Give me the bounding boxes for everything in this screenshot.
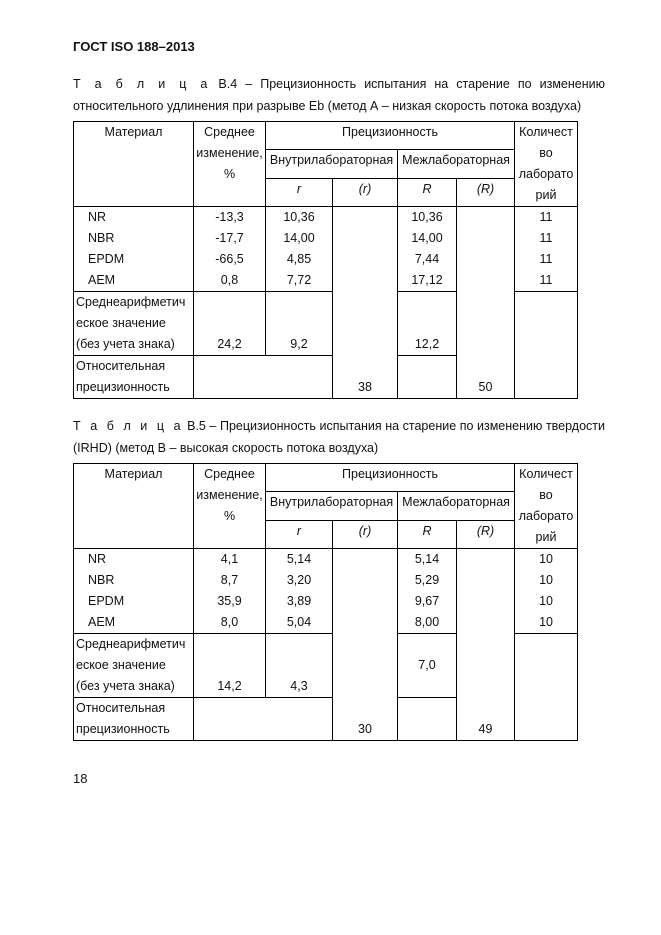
- cell-r: [266, 612, 333, 634]
- avg-r: [266, 634, 333, 698]
- header-between: [398, 492, 515, 520]
- header-material: [74, 122, 194, 207]
- cell-R-relative-text: 50: [478, 380, 493, 394]
- rel-label: [74, 356, 194, 399]
- avg-label: [74, 634, 194, 698]
- header-r_rel: [333, 178, 398, 206]
- cell-material: [74, 249, 194, 270]
- caption-text: В.4 – Прецизионность испытания на старение по изменению относительного удлинения при разрыве Eb (метод А – низкая скорость потока воздуха): [73, 77, 605, 113]
- cell-mean-text: -66,5: [215, 252, 244, 266]
- cell-r: [266, 270, 333, 292]
- header-r_rel: [333, 520, 398, 548]
- table-b5-wrapper: [73, 463, 605, 741]
- cell-R-relative-text: 49: [478, 722, 493, 736]
- page-number: 18: [73, 771, 88, 786]
- caption-prefix: Т а б л и ц а: [73, 77, 211, 91]
- cell-material-text: AEM: [88, 615, 116, 629]
- caption-text: В.5 – Прецизионность испытания на старение по изменению твердости (IRHD) (метод В – высокая скорость потока воздуха): [73, 419, 605, 455]
- cell-material-text: NBR: [88, 231, 115, 245]
- cell-count: [515, 228, 578, 249]
- cell-R-text: 10,36: [411, 210, 443, 224]
- avg-mean: [194, 292, 266, 356]
- precision-table: [73, 463, 578, 741]
- cell-material-text: NR: [88, 552, 107, 566]
- cell-material: [74, 612, 194, 634]
- cell-r: [266, 549, 333, 571]
- table-caption-b4: [73, 73, 605, 117]
- cell-mean: [194, 249, 266, 270]
- cell-mean-text: 8,7: [220, 573, 239, 587]
- avg-r-text: 4,3: [290, 679, 308, 693]
- cell-r: [266, 249, 333, 270]
- cell-r-text: 5,04: [286, 615, 312, 629]
- header-mean-text: Среднее изменение, %: [196, 125, 263, 181]
- cell-count: [515, 570, 578, 591]
- cell-count: [515, 612, 578, 634]
- cell-R-text: 5,14: [414, 552, 440, 566]
- header-precision-text: Прецизионность: [342, 467, 438, 481]
- header-r_rel-text: (r): [358, 523, 372, 538]
- header-row: [74, 464, 578, 492]
- cell-mean: [194, 228, 266, 249]
- header-r_rel-text: (r): [358, 181, 372, 196]
- header-r-text: r: [296, 181, 302, 196]
- cell-count-text: 10: [539, 594, 553, 608]
- cell-R-relative: [457, 207, 515, 399]
- header-material-text: Материал: [104, 467, 163, 481]
- header-precision: [266, 122, 515, 150]
- cell-material-text: EPDM: [88, 594, 125, 608]
- cell-R: [398, 228, 457, 249]
- cell-r: [266, 207, 333, 229]
- header-R-text: R: [422, 523, 432, 538]
- cell-r-text: 5,14: [286, 552, 312, 566]
- header-R_rel-text: (R): [476, 181, 495, 196]
- avg-R-text: 7,0: [418, 658, 436, 672]
- cell-count: [515, 549, 578, 571]
- cell-mean: [194, 270, 266, 292]
- header-count-text: Количество лабораторий: [518, 125, 574, 202]
- avg-count: [515, 634, 578, 741]
- cell-count-text: 11: [539, 252, 553, 266]
- cell-R: [398, 570, 457, 591]
- rel-label-text: Относительная прецизионность: [76, 701, 170, 736]
- cell-R-text: 14,00: [411, 231, 443, 245]
- header-between-text: Межлабораторная: [402, 153, 510, 168]
- avg-r-text: 9,2: [290, 337, 308, 351]
- header-r-text: r: [296, 523, 302, 538]
- cell-count-text: 11: [539, 210, 553, 224]
- header-between-text: Межлабораторная: [402, 495, 510, 510]
- precision-table: [73, 121, 578, 399]
- header-R: [398, 178, 457, 206]
- avg-label-text: Среднеарифметическое значение (без учета знака): [76, 295, 186, 351]
- header-within-text: Внутрилабораторная: [269, 153, 394, 168]
- header-material: [74, 464, 194, 549]
- header-R_rel: [457, 178, 515, 206]
- avg-mean-text: 24,2: [217, 337, 242, 351]
- header-within-text: Внутрилабораторная: [269, 495, 394, 510]
- header-r: [266, 178, 333, 206]
- rel-R-empty: [398, 356, 457, 399]
- rel-empty: [194, 698, 333, 741]
- cell-R: [398, 249, 457, 270]
- table-b4-wrapper: [73, 121, 605, 399]
- cell-r-text: 3,89: [286, 594, 312, 608]
- cell-material: [74, 270, 194, 292]
- header-mean: [194, 464, 266, 549]
- cell-material-text: NBR: [88, 573, 115, 587]
- cell-count-text: 11: [539, 231, 553, 245]
- cell-mean-text: -13,3: [215, 210, 244, 224]
- cell-r-relative: [333, 549, 398, 741]
- cell-R: [398, 270, 457, 292]
- cell-count-text: 10: [539, 552, 553, 566]
- avg-R: [398, 634, 457, 698]
- cell-R-text: 5,29: [414, 573, 440, 587]
- header-count: [515, 122, 578, 207]
- cell-r-relative-text: 30: [358, 722, 372, 736]
- header-row: [74, 122, 578, 150]
- cell-r-text: 10,36: [283, 210, 315, 224]
- header-precision-text: Прецизионность: [342, 125, 438, 139]
- cell-R-text: 17,12: [411, 273, 443, 287]
- header-within: [266, 492, 398, 520]
- avg-label-text: Среднеарифметическое значение (без учета знака): [76, 637, 186, 693]
- cell-count: [515, 249, 578, 270]
- header-count: [515, 464, 578, 549]
- rel-label-text: Относительная прецизионность: [76, 359, 170, 394]
- cell-count-text: 10: [539, 615, 553, 629]
- cell-mean-text: 35,9: [217, 594, 242, 608]
- cell-r-text: 4,85: [286, 252, 312, 266]
- cell-r-relative: [333, 207, 398, 399]
- table-caption-b5: [73, 415, 605, 459]
- header-r: [266, 520, 333, 548]
- header-between: [398, 150, 515, 178]
- cell-R-text: 8,00: [414, 615, 440, 629]
- avg-R: [398, 292, 457, 356]
- caption-prefix: Т а б л и ц а: [73, 419, 184, 433]
- cell-r-relative-text: 38: [358, 380, 372, 394]
- avg-mean: [194, 634, 266, 698]
- cell-material: [74, 570, 194, 591]
- cell-count-text: 10: [539, 573, 553, 587]
- header-material-text: Материал: [104, 125, 163, 139]
- cell-material: [74, 591, 194, 612]
- cell-R: [398, 207, 457, 229]
- header-mean-text: Среднее изменение, %: [196, 467, 263, 523]
- rel-R-empty: [398, 698, 457, 741]
- avg-label: [74, 292, 194, 356]
- cell-mean-text: 8,0: [220, 615, 239, 629]
- cell-r-text: 14,00: [283, 231, 315, 245]
- cell-count: [515, 207, 578, 229]
- cell-R: [398, 612, 457, 634]
- header-R: [398, 520, 457, 548]
- cell-mean-text: -17,7: [215, 231, 244, 245]
- cell-mean-text: 0,8: [220, 273, 239, 287]
- cell-R-relative: [457, 549, 515, 741]
- standard-header: ГОСТ ISO 188–2013: [73, 39, 195, 54]
- header-count-text: Количество лабораторий: [518, 467, 574, 544]
- cell-R-text: 7,44: [414, 252, 440, 266]
- avg-count: [515, 292, 578, 399]
- table-row: [74, 549, 578, 571]
- cell-material: [74, 207, 194, 229]
- header-within: [266, 150, 398, 178]
- cell-r: [266, 228, 333, 249]
- header-R_rel: [457, 520, 515, 548]
- cell-R: [398, 549, 457, 571]
- cell-r-text: 3,20: [286, 573, 312, 587]
- cell-material-text: AEM: [88, 273, 116, 287]
- table-row: [74, 207, 578, 229]
- cell-r: [266, 570, 333, 591]
- header-R-text: R: [422, 181, 432, 196]
- avg-r: [266, 292, 333, 356]
- cell-material-text: NR: [88, 210, 107, 224]
- header-precision: [266, 464, 515, 492]
- cell-count: [515, 591, 578, 612]
- cell-count: [515, 270, 578, 292]
- cell-mean: [194, 207, 266, 229]
- header-mean: [194, 122, 266, 207]
- cell-material: [74, 228, 194, 249]
- cell-mean: [194, 549, 266, 571]
- cell-mean: [194, 570, 266, 591]
- cell-count-text: 11: [539, 273, 553, 287]
- cell-material: [74, 549, 194, 571]
- cell-R-text: 9,67: [414, 594, 440, 608]
- rel-label: [74, 698, 194, 741]
- cell-r-text: 7,72: [286, 273, 312, 287]
- avg-R-text: 12,2: [414, 337, 440, 351]
- cell-R: [398, 591, 457, 612]
- avg-mean-text: 14,2: [217, 679, 242, 693]
- cell-mean: [194, 591, 266, 612]
- cell-r: [266, 591, 333, 612]
- cell-material-text: EPDM: [88, 252, 125, 266]
- header-R_rel-text: (R): [476, 523, 495, 538]
- rel-empty: [194, 356, 333, 399]
- cell-mean-text: 4,1: [220, 552, 239, 566]
- cell-mean: [194, 612, 266, 634]
